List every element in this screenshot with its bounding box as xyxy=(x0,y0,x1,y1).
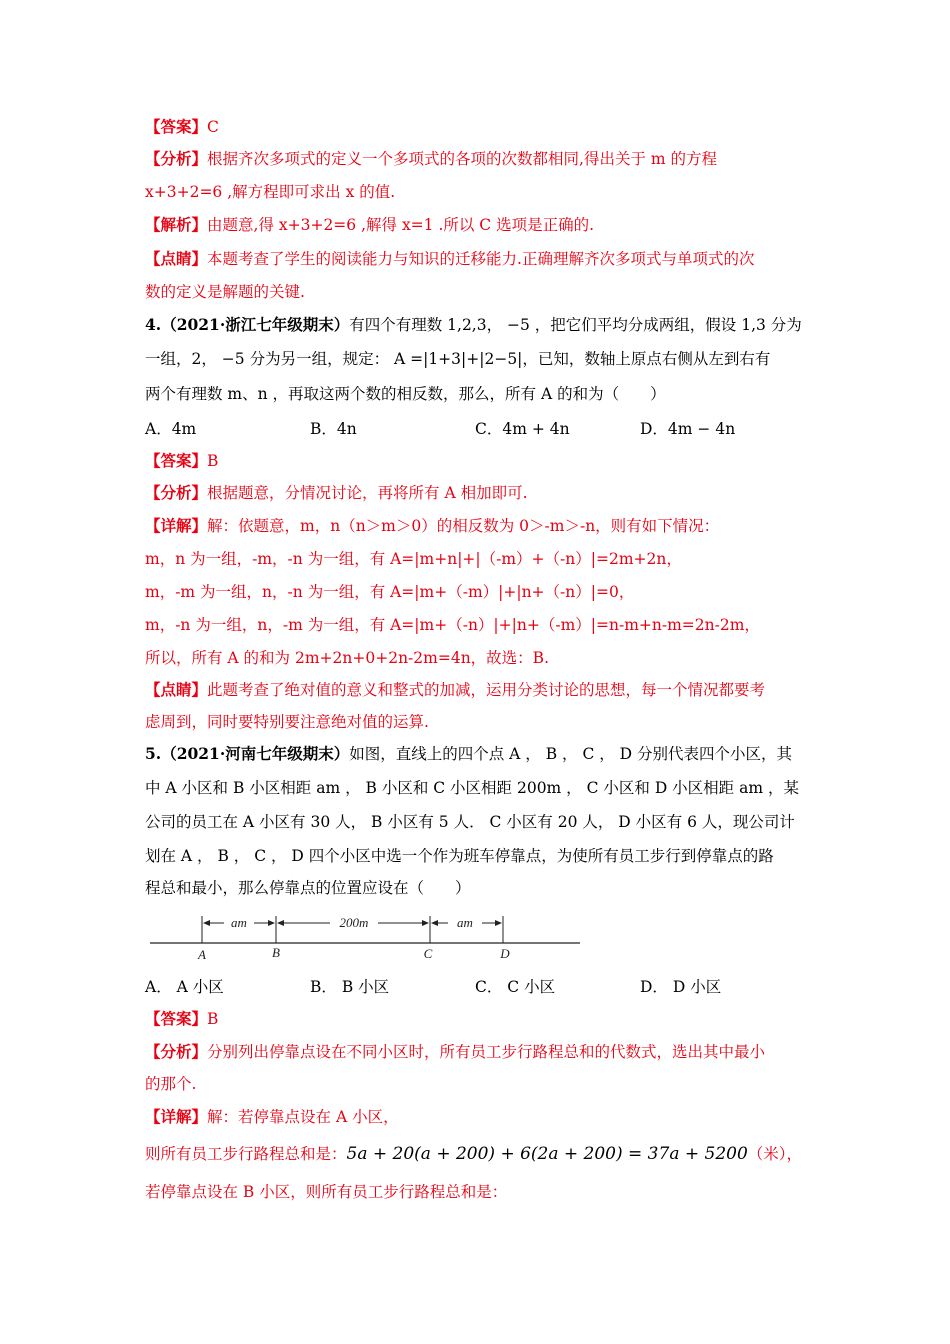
point-label-c: C xyxy=(423,946,433,961)
solution-line: 【解析】由题意,得 x+3+2=6 ,解得 x=1 .所以 C 选项是正确的. xyxy=(145,215,595,234)
arrow-icon xyxy=(277,920,284,926)
number-line-diagram xyxy=(150,908,590,964)
q4-stem-line-1: 4.（2021·浙江七年级期末）有四个有理数 1,2,3， −5 ，把它们平均分成两组，假设 1,3 分为 xyxy=(145,315,802,334)
segment-label-bc: 200m xyxy=(339,915,369,930)
analysis-line: 【分析】根据齐次多项式的定义一个多项式的各项的次数都相同,得出关于 m 的方程 xyxy=(145,149,717,168)
q5-stem-line-4: 划在 A ， B ， C ， D 四个小区中选一个作为班车停靠点，为使所有员工步行到停靠点的路 xyxy=(145,847,774,865)
q4-detail-line-1: 【详解】解：依题意，m，n（n＞m＞0）的相反数为 0＞-m＞-n，则有如下情况： xyxy=(145,516,720,535)
q5-detail-line-3: 若停靠点设在 B 小区，则所有员工步行路程总和是： xyxy=(145,1183,508,1201)
q5-answer: 【答案】B xyxy=(145,1009,219,1028)
q4-detail-line-4: m，-n 为一组，n，-m 为一组，有 A=|m+（-n）|+|n+（-m）|=n-m+n-m=2n-2m， xyxy=(145,616,760,634)
point-label-d: D xyxy=(500,946,510,961)
answer-line: 【答案】C xyxy=(145,117,219,136)
q5-stem-line-2: 中 A 小区和 B 小区相距 am ， B 小区和 C 小区相距 200m ， C 小区和 D 小区相距 am ，某 xyxy=(145,779,799,797)
q4-answer: 【答案】B xyxy=(145,451,219,470)
q4-options xyxy=(145,417,815,439)
q4-stem-line-3: 两个有理数 m、n ，再取这两个数的相反数，那么，所有 A 的和为（ ） xyxy=(145,385,666,403)
point-label-b: B xyxy=(272,945,280,960)
q4-option-d: D．4m − 4n xyxy=(640,420,736,438)
q4-comment-line-2: 虑周到，同时要特别要注意绝对值的运算. xyxy=(145,713,429,731)
q5-detail-line-2: 则所有员工步行路程总和是：5a + 20(a + 200) + 6(2a + 200) = 37a + 5200（米）， xyxy=(145,1144,803,1164)
q5-analysis-line-1: 【分析】分别列出停靠点设在不同小区时，所有员工步行路程总和的代数式，选出其中最小 xyxy=(145,1042,766,1061)
q5-option-d: D． D 小区 xyxy=(640,978,722,996)
q4-option-a: A．4m xyxy=(145,420,197,438)
arrow-icon xyxy=(203,920,210,926)
q5-options xyxy=(145,975,815,997)
q4-comment-line-1: 【点睛】此题考查了绝对值的意义和整式的加减，运用分类讨论的思想，每一个情况都要考 xyxy=(145,680,766,699)
segment-label-cd: am xyxy=(457,915,473,930)
q5-option-c: C． C 小区 xyxy=(475,978,556,996)
q5-formula: 5a + 20(a + 200) + 6(2a + 200) = 37a + 5200 xyxy=(346,1144,748,1164)
q5-option-b: B． B 小区 xyxy=(310,978,390,996)
arrow-icon xyxy=(268,920,275,926)
analysis-line-2: x+3+2=6 ,解方程即可求出 x 的值. xyxy=(145,183,396,201)
q4-detail-line-2: m，n 为一组，-m，-n 为一组，有 A=|m+n|+|（-m）+（-n）|=2m+2n， xyxy=(145,550,682,568)
q4-option-b: B．4n xyxy=(310,420,357,438)
segment-label-ab: am xyxy=(231,915,247,930)
arrow-icon xyxy=(431,920,438,926)
comment-line: 【点睛】本题考查了学生的阅读能力与知识的迁移能力.正确理解齐次多项式与单项式的次 xyxy=(145,249,755,268)
q4-stem-line-2: 一组，2， −5 分为另一组，规定： A =|1+3|+|2−5|，已知，数轴上原点右侧从左到右有 xyxy=(145,350,771,368)
arrow-icon xyxy=(422,920,429,926)
q4-analysis: 【分析】根据题意，分情况讨论，再将所有 A 相加即可. xyxy=(145,483,528,502)
q5-analysis-line-2: 的那个. xyxy=(145,1075,197,1093)
q4-detail-line-5: 所以，所有 A 的和为 2m+2n+0+2n-2m=4n，故选：B. xyxy=(145,649,549,667)
q5-detail-line-1: 【详解】解：若停靠点设在 A 小区， xyxy=(145,1107,399,1126)
arrow-icon xyxy=(495,920,502,926)
q4-detail-line-3: m，-m 为一组，n，-n 为一组，有 A=|m+（-m）|+|n+（-n）|=0， xyxy=(145,583,635,601)
q5-option-a: A． A 小区 xyxy=(145,978,224,996)
comment-line-2: 数的定义是解题的关键. xyxy=(145,283,305,301)
q5-stem-line-5: 程总和最小，那么停靠点的位置应设在（ ） xyxy=(145,879,471,897)
q4-option-c: C．4m + 4n xyxy=(475,420,570,438)
point-label-a: A xyxy=(198,947,206,962)
q5-stem-line-3: 公司的员工在 A 小区有 30 人， B 小区有 5 人． C 小区有 20 人， D 小区有 6 人，现公司计 xyxy=(145,813,795,831)
q5-stem-line-1: 5.（2021·河南七年级期末）如图，直线上的四个点 A ， B ， C ， D 分别代表四个小区，其 xyxy=(145,744,793,763)
